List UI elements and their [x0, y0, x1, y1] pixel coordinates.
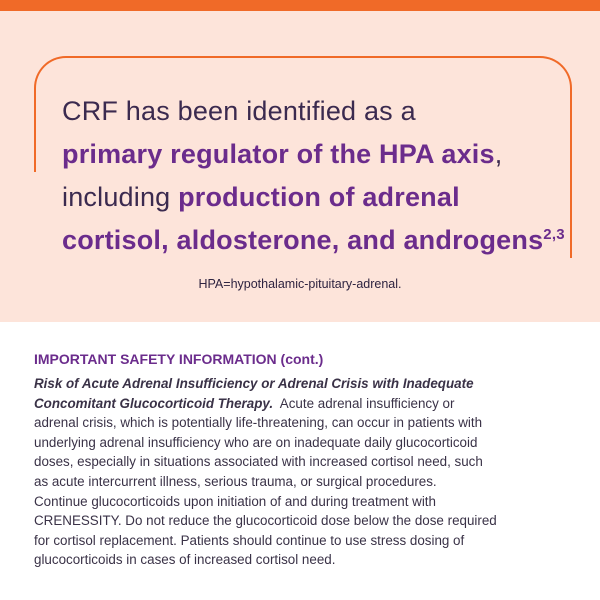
isi-title: IMPORTANT SAFETY INFORMATION (cont.): [34, 351, 324, 367]
isi-line: CRENESSITY. Do not reduce the glucocorticoid dose below the dose required: [34, 513, 497, 529]
isi-line: for cortisol replacement. Patients should continue to use stress dosing of: [34, 532, 465, 548]
headline-emphasis-2: production of adrenal: [178, 182, 460, 212]
headline-line-2: [62, 133, 572, 176]
headline-line-1: CRF has been identified as a: [62, 96, 416, 126]
isi-subheading-2: Concomitant Glucocorticoid Therapy.: [34, 395, 274, 411]
headline-line-3-start: including: [62, 182, 179, 212]
abbreviation-footnote: HPA=hypothalamic-pituitary-adrenal.: [198, 277, 402, 291]
isi-line: Continue glucocorticoids upon initiation of and during treatment with: [34, 493, 436, 509]
isi-line: underlying adrenal insufficiency who are on inadequate daily glucocorticoid: [34, 434, 478, 450]
headline-reference: 2,3: [543, 226, 565, 243]
headline-emphasis-3: cortisol, aldosterone, and androgens: [62, 225, 544, 255]
isi-subheading-1: Risk of Acute Adrenal Insufficiency or Adrenal Crisis with Inadequate: [34, 376, 474, 391]
headline: [62, 90, 572, 262]
isi-body: [34, 374, 574, 570]
frame-gap-left: [24, 172, 44, 312]
isi-line: glucocorticoids in cases of increased cortisol need.: [34, 552, 336, 568]
isi-line: as acute intercurrent illness, serious trauma, or surgical procedures.: [34, 473, 437, 489]
isi-line-2-rest: Acute adrenal insufficiency or: [273, 395, 455, 411]
isi-line: adrenal crisis, which is potentially life-threatening, can occur in patients with: [34, 415, 483, 431]
isi-line: [34, 394, 574, 414]
headline-comma: ,: [494, 139, 503, 169]
isi-line: doses, especially in situations associated with increased cortisol need, such: [34, 454, 483, 470]
headline-line-3: [62, 176, 572, 219]
top-accent-bar: [0, 0, 600, 11]
headline-line-4: [62, 219, 572, 262]
headline-emphasis-1: primary regulator of the HPA axis: [62, 139, 495, 169]
isi-line: [34, 374, 574, 394]
